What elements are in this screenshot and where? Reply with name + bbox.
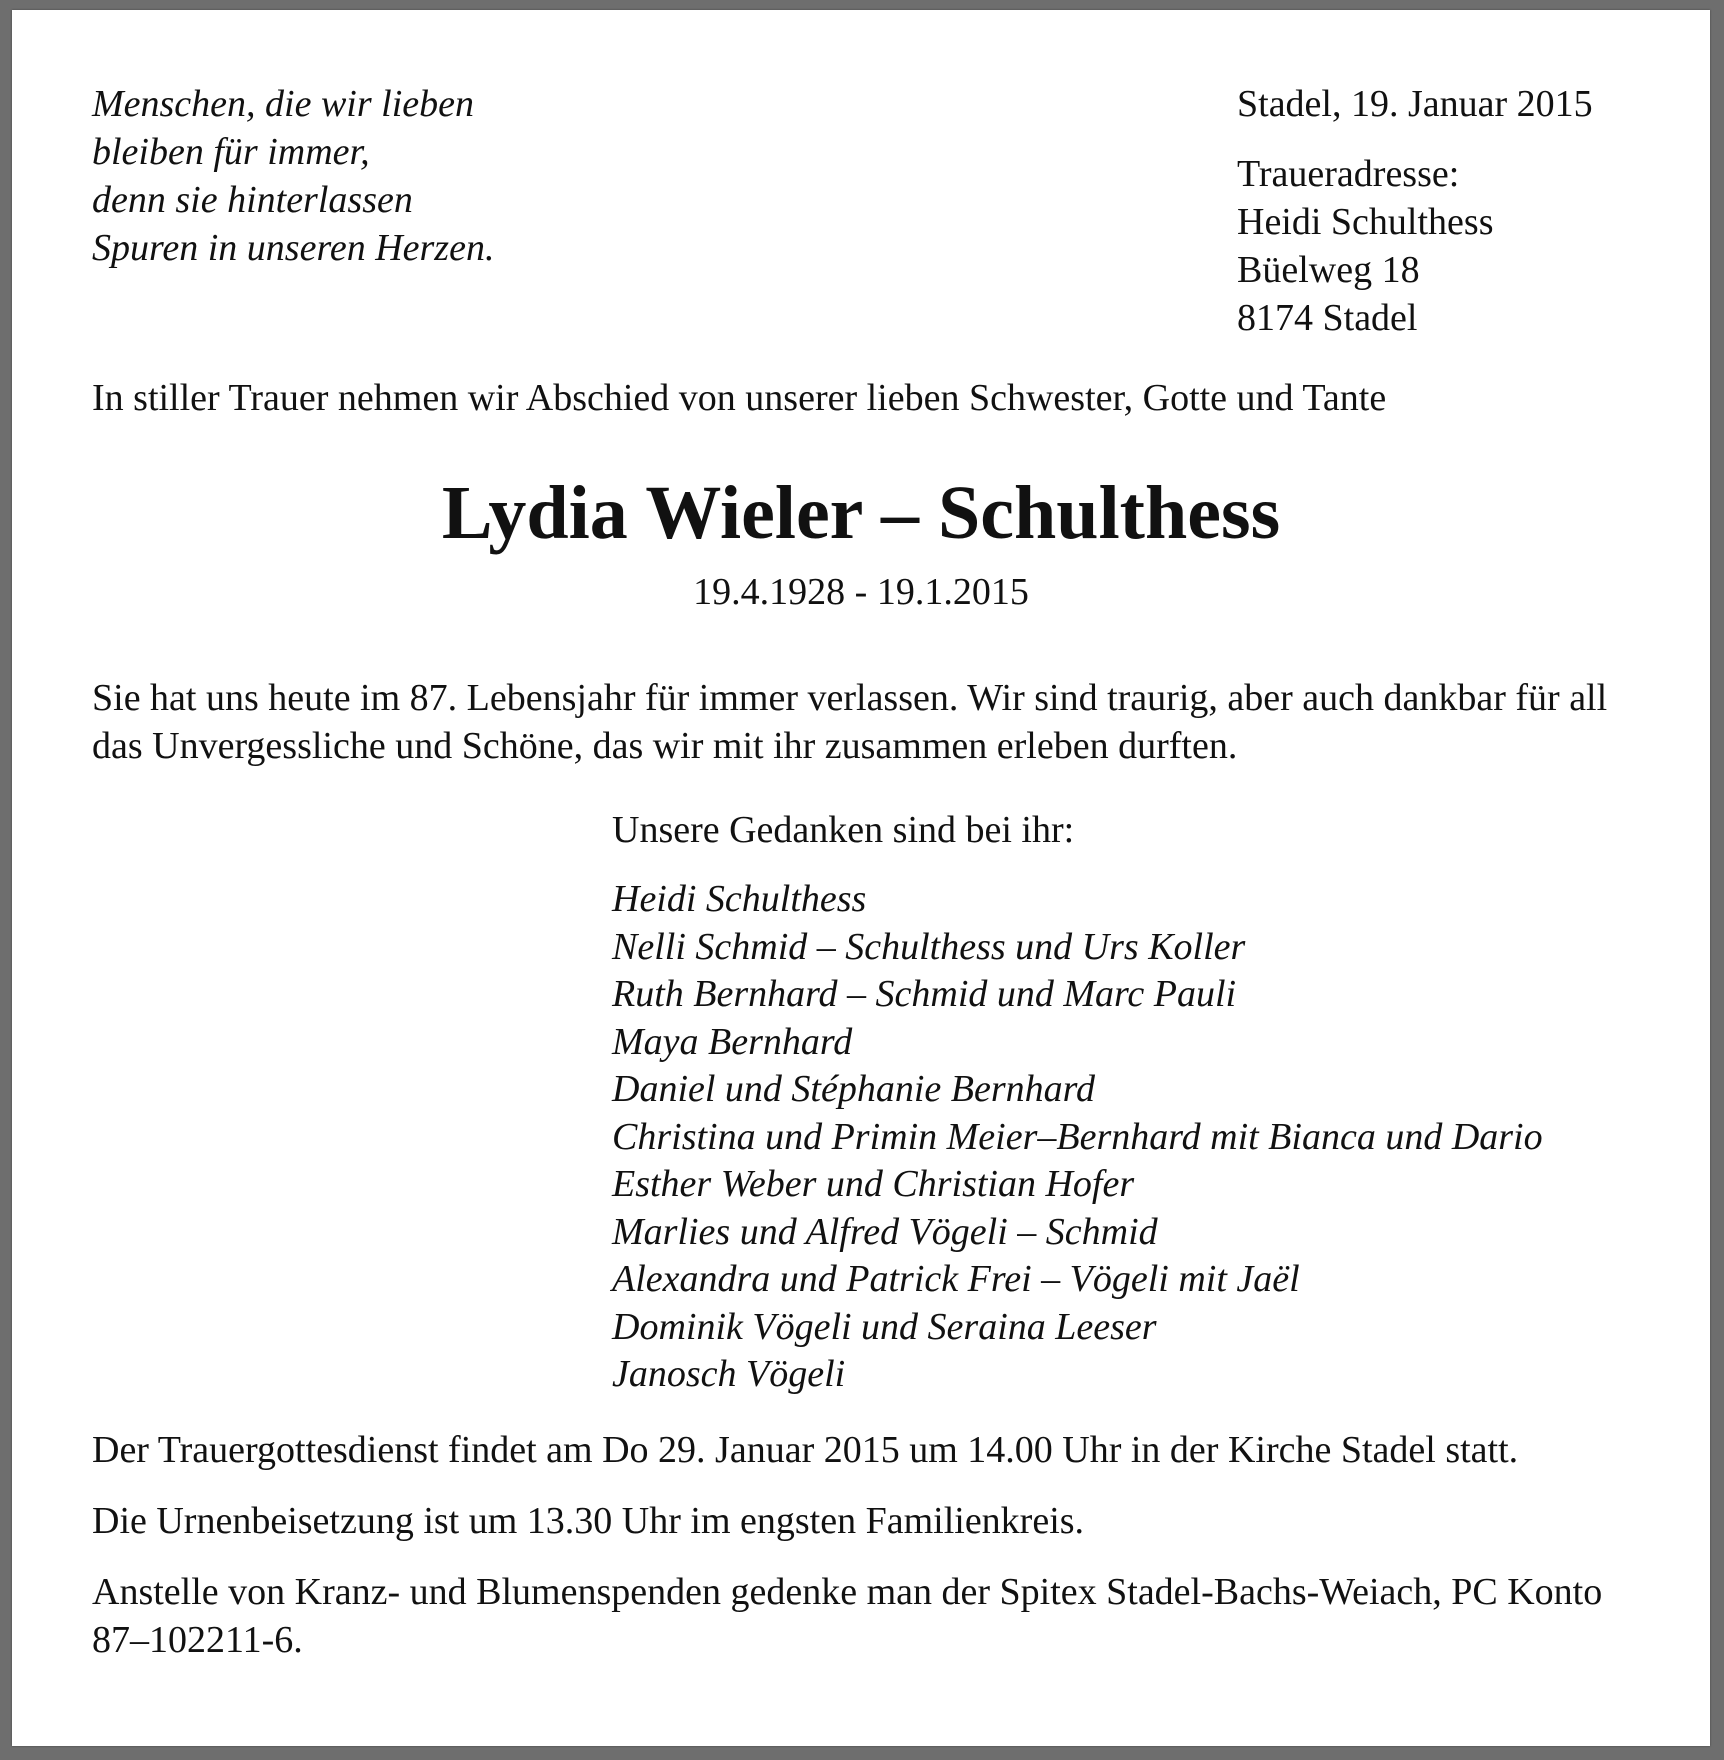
mourning-address xyxy=(1237,150,1593,342)
mourner-entry: Janosch Vögeli xyxy=(612,1353,846,1395)
obituary-page xyxy=(12,10,1710,1746)
donation-text: Anstelle von Kranz- und Blumenspenden gedenke man der Spitex Stadel-Bachs-Weiach, PC Konto 87–102211-6. xyxy=(92,1571,1603,1661)
poem-line: Spuren in unseren Herzen. xyxy=(92,227,495,269)
place-date: Stadel, 19. Januar 2015 xyxy=(1237,83,1593,125)
urn-burial-text: Die Urnenbeisetzung ist um 13.30 Uhr im engsten Familienkreis. xyxy=(92,1500,1085,1542)
mourner-entry: Ruth Bernhard – Schmid und Marc Pauli xyxy=(612,973,1237,1015)
poem-line: denn sie hinterlassen xyxy=(92,179,413,221)
address-line: Heidi Schulthess xyxy=(1237,201,1494,243)
mourners-list xyxy=(612,876,1543,1399)
address-line: Büelweg 18 xyxy=(1237,249,1420,291)
mourner-entry: Daniel und Stéphanie Bernhard xyxy=(612,1068,1096,1110)
poem-line: bleiben für immer, xyxy=(92,131,370,173)
mourner-entry: Alexandra und Patrick Frei – Vögeli mit Jaël xyxy=(612,1258,1300,1300)
mourner-entry: Christina und Primin Meier–Bernhard mit Bianca und Dario xyxy=(612,1115,1543,1158)
mourner-entry: Heidi Schulthess xyxy=(612,878,867,920)
thoughts-heading: Unsere Gedanken sind bei ihr: xyxy=(612,809,1075,851)
mourner-entry: Maya Bernhard xyxy=(612,1020,853,1063)
intro-text: In stiller Trauer nehmen wir Abschied von unserer lieben Schwester, Gotte und Tante xyxy=(92,377,1387,419)
deceased-name: Lydia Wieler – Schulthess xyxy=(441,471,1281,555)
memorial-poem xyxy=(92,80,494,272)
header-info xyxy=(1237,80,1593,342)
body-text: Sie hat uns heute im 87. Lebensjahr für immer verlassen. Wir sind traurig, aber auch dankbar für all das Unvergessliche und Schöne, das wir mit ihr zusammen erleben durften. xyxy=(92,677,1608,767)
mourner-entry: Dominik Vögeli und Seraina Leeser xyxy=(612,1305,1157,1348)
poem-line: Menschen, die wir lieben xyxy=(92,83,475,125)
life-dates: 19.4.1928 - 19.1.2015 xyxy=(693,571,1029,613)
mourner-entry: Marlies und Alfred Vögeli – Schmid xyxy=(612,1210,1158,1253)
mourner-entry: Nelli Schmid – Schulthess und Urs Koller xyxy=(612,925,1246,968)
address-label: Traueradresse: xyxy=(1237,153,1460,195)
funeral-service-text: Der Trauergottesdienst findet am Do 29. Januar 2015 um 14.00 Uhr in der Kirche Stadel statt. xyxy=(92,1429,1519,1471)
mourner-entry: Esther Weber und Christian Hofer xyxy=(612,1163,1135,1205)
address-line: 8174 Stadel xyxy=(1237,297,1418,339)
